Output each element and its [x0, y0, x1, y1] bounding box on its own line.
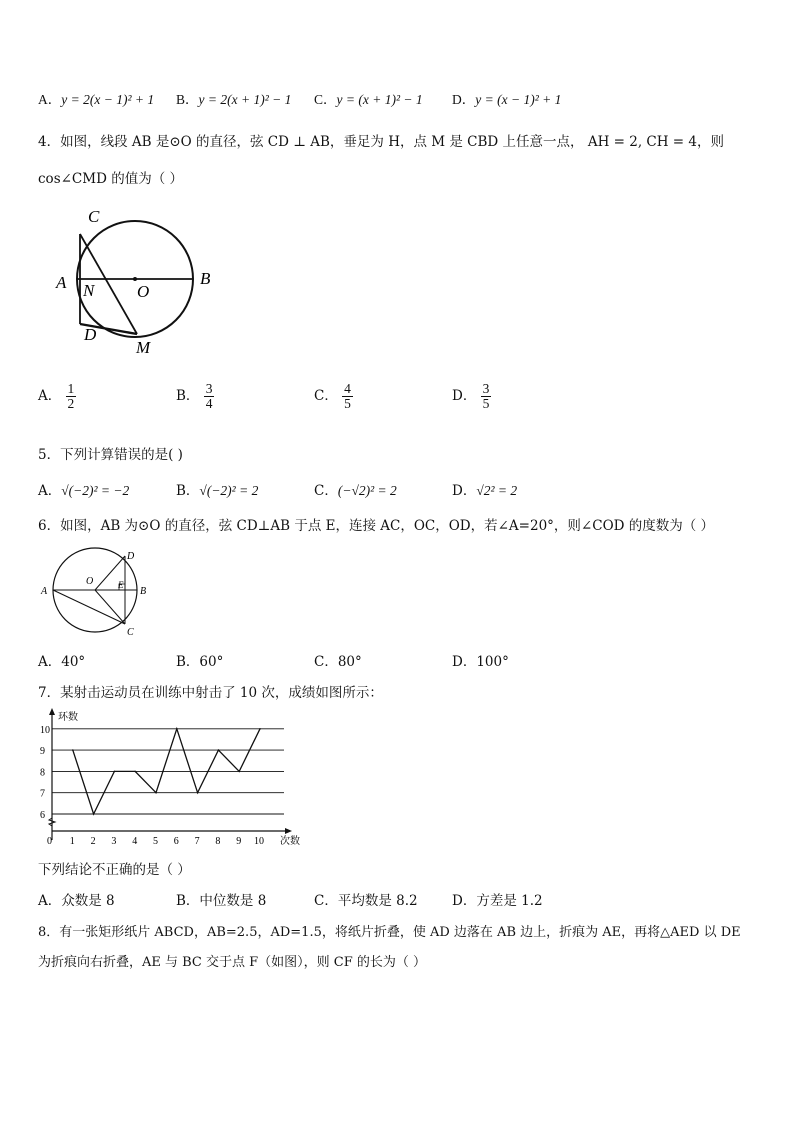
q7-stem: 7．某射击运动员在训练中射击了 10 次，成绩如图所示：: [38, 685, 383, 701]
label-a: A: [56, 273, 67, 292]
data-point: [93, 813, 95, 815]
data-point: [155, 792, 157, 794]
option-letter: B．: [176, 388, 200, 405]
x-tick-label: 1: [69, 836, 75, 847]
numerator: 3: [482, 381, 490, 396]
data-point: [218, 749, 220, 751]
option-text: 平均数是 8.2: [337, 893, 418, 909]
x-tick-label: 0: [47, 836, 52, 847]
denominator: 4: [205, 396, 213, 412]
label-o: O: [137, 282, 150, 301]
q4-circle-figure: [50, 200, 220, 360]
x-tick-label: 5: [153, 836, 158, 847]
data-point: [197, 792, 199, 794]
q6-option-d: [452, 650, 509, 670]
x-tick-label: 6: [173, 836, 179, 847]
option-letter: C．: [314, 483, 338, 499]
option-expr: y = 2(x − 1)² + 1: [61, 92, 155, 107]
x-tick-label: 9: [236, 836, 242, 847]
label-a: A: [41, 586, 48, 597]
option-letter: C．: [314, 893, 338, 909]
option-letter: D．: [452, 654, 477, 670]
q7-option-c: [314, 889, 418, 909]
q7-option-d: [452, 889, 543, 909]
center-point: [133, 277, 137, 281]
q6-circle-figure: [38, 544, 158, 640]
label-b: B: [140, 586, 147, 597]
option-letter: D．: [452, 388, 477, 405]
x-tick-label: 10: [254, 836, 264, 847]
q6-option-c: [314, 650, 362, 670]
option-letter: C．: [314, 654, 338, 670]
label-m: M: [136, 338, 151, 357]
q4-stem-line2: cos∠CMD 的值为（ ）: [38, 171, 183, 187]
y-tick-label: 7: [40, 788, 45, 800]
q4-option-b: [176, 382, 214, 411]
y-tick-label: 10: [40, 724, 50, 736]
q8-stem-line2: 为折痕向右折叠，AE 与 BC 交于点 F（如图），则 CF 的长为（ ）: [38, 955, 427, 970]
data-point: [238, 771, 240, 773]
label-n: N: [83, 281, 95, 300]
fraction: [204, 382, 215, 411]
x-axis-label: 次数: [280, 836, 300, 847]
denominator: 2: [67, 396, 75, 412]
option-expr: √2² = 2: [476, 483, 518, 498]
denominator: 5: [482, 396, 490, 412]
denominator: 5: [344, 396, 351, 412]
option-text: 60°: [199, 654, 224, 670]
q6-option-a: [38, 650, 85, 670]
numerator: 1: [67, 381, 75, 396]
option-letter: A．: [38, 654, 62, 670]
q3-option-c: [314, 88, 423, 108]
fraction: [66, 382, 77, 411]
x-tick-label: 7: [194, 836, 200, 847]
q7-option-b: [176, 889, 266, 909]
chart-grid: [52, 729, 284, 814]
q4-option-a: [38, 382, 76, 411]
option-letter: D．: [452, 92, 476, 107]
option-letter: A．: [38, 483, 62, 499]
option-letter: B．: [176, 654, 200, 670]
option-letter: D．: [452, 483, 477, 499]
data-point: [134, 771, 136, 773]
option-expr: (−√2)² = 2: [337, 483, 397, 498]
option-text: 中位数是 8: [199, 893, 267, 909]
q4-stem-line1: 4．如图，线段 AB 是⊙O 的直径，弦 CD ⊥ AB，垂足为 H，点 M 是 CBD 上任意一点， AH = 2, CH = 4，则: [38, 134, 724, 150]
q6-stem: 6．如图，AB 为⊙O 的直径，弦 CD⊥AB 于点 E，连接 AC，OC，OD，若∠A=20°，则∠COD 的度数为（ ）: [38, 518, 715, 534]
label-b: B: [200, 269, 211, 288]
option-expr: y = (x − 1)² + 1: [475, 92, 562, 107]
q3-option-d: [452, 88, 561, 108]
option-letter: A．: [38, 388, 62, 405]
y-tick-label: 9: [40, 746, 45, 758]
numerator: 3: [205, 381, 213, 396]
data-point: [114, 771, 116, 773]
label-o: O: [86, 576, 94, 587]
q3-option-b: [176, 88, 291, 108]
q5-option-d: [452, 479, 517, 499]
q3-option-a: [38, 88, 154, 108]
option-letter: B．: [176, 483, 200, 499]
q4-option-c: [314, 382, 353, 411]
label-c: C: [88, 207, 100, 226]
x-tick-label: 2: [90, 836, 96, 847]
data-point: [72, 749, 74, 751]
x-tick-label: 4: [132, 836, 138, 847]
label-d: D: [84, 325, 97, 344]
q5-stem: 5．下列计算错误的是( ): [38, 447, 183, 463]
option-letter: D．: [452, 893, 477, 909]
q5-option-c: [314, 479, 397, 499]
y-axis-label: 环数: [58, 712, 78, 723]
y-tick-label: 8: [40, 767, 45, 779]
y-axis-arrow: [49, 708, 55, 715]
x-tick-labels: [47, 836, 264, 847]
y-tick-labels: [40, 725, 50, 821]
data-point: [176, 728, 178, 730]
option-letter: C．: [314, 92, 337, 107]
option-text: 众数是 8: [61, 893, 115, 909]
option-text: 方差是 1.2: [476, 893, 543, 909]
fraction: [342, 382, 353, 411]
label-e: E: [118, 580, 124, 590]
option-expr: √(−2)² = −2: [61, 483, 130, 498]
option-letter: B．: [176, 893, 200, 909]
q4-option-d: [452, 382, 491, 411]
option-expr: y = 2(x + 1)² − 1: [198, 92, 292, 107]
option-text: 100°: [476, 654, 509, 670]
numerator: 4: [344, 381, 351, 396]
option-expr: √(−2)² = 2: [199, 483, 259, 498]
q7-score-line-chart: [36, 706, 306, 848]
x-axis-arrow: [285, 828, 292, 834]
option-text: 40°: [61, 654, 86, 670]
label-c: C: [127, 627, 134, 638]
label-d: D: [127, 551, 135, 562]
x-tick-label: 3: [111, 836, 117, 847]
q8-stem-line1: 8．有一张矩形纸片 ABCD，AB=2.5，AD=1.5，将纸片折叠，使 AD 边落在 AB 边上，折痕为 AE，再将△AED 以 DE: [38, 925, 741, 940]
q7-option-a: [38, 889, 115, 909]
x-tick-label: 8: [215, 836, 221, 847]
q5-option-b: [176, 479, 258, 499]
option-letter: A．: [38, 893, 62, 909]
segment-oc: [95, 590, 125, 624]
fraction: [481, 382, 492, 411]
option-expr: y = (x + 1)² − 1: [336, 92, 423, 107]
option-letter: B．: [176, 92, 199, 107]
option-letter: C．: [314, 388, 338, 405]
data-point: [259, 728, 261, 730]
q7-question: 下列结论不正确的是（ ）: [38, 862, 191, 878]
y-tick-label: 6: [40, 810, 45, 821]
q5-option-a: [38, 479, 129, 499]
option-letter: A．: [38, 92, 62, 107]
option-text: 80°: [337, 654, 362, 670]
q6-option-b: [176, 650, 223, 670]
